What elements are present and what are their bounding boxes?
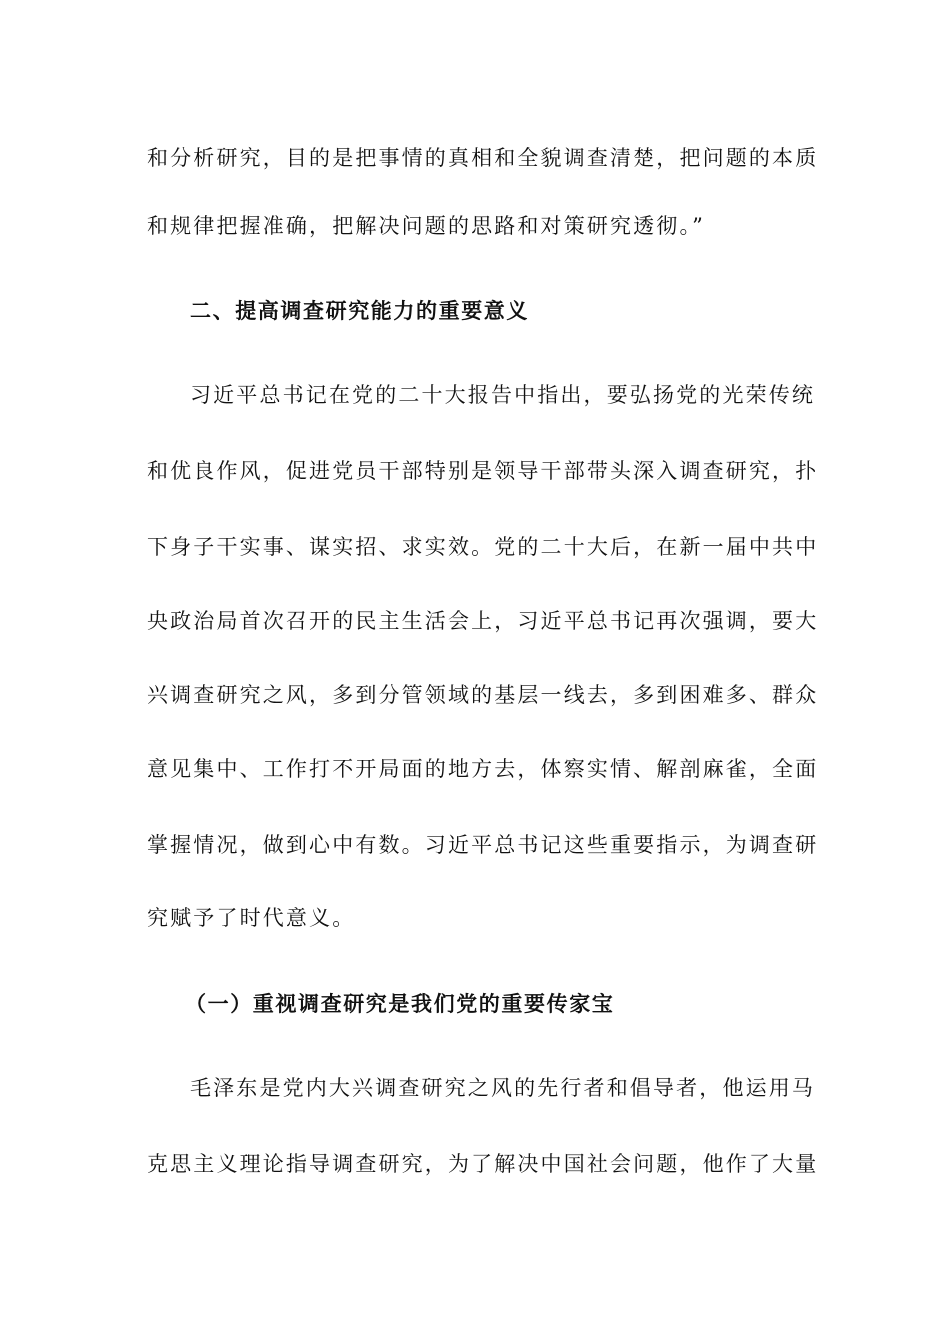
paragraph-line: 和优良作风，促进党员干部特别是领导干部带头深入调查研究，扑 [147,459,819,483]
paragraph-line: 意见集中、工作打不开局面的地方去，体察实情、解剖麻雀，全面 [147,757,819,781]
paragraph-line: 和规律把握准确，把解决问题的思路和对策研究透彻。” [147,214,705,238]
paragraph-line: 央政治局首次召开的民主生活会上，习近平总书记再次强调，要大 [147,609,819,633]
paragraph-line: 习近平总书记在党的二十大报告中指出，要弘扬党的光荣传统 [190,383,816,407]
paragraph-line: 究赋予了时代意义。 [147,906,356,930]
paragraph-line: 下身子干实事、谋实招、求实效。党的二十大后，在新一届中共中 [147,535,819,559]
subsection-heading: （一）重视调查研究是我们党的重要传家宝 [185,991,615,1016]
paragraph-line: 克思主义理论指导调查研究，为了解决中国社会问题，他作了大量 [147,1152,819,1176]
paragraph-line: 兴调查研究之风，多到分管领域的基层一线去，多到困难多、群众 [147,683,819,707]
section-heading: 二、提高调查研究能力的重要意义 [190,298,529,323]
paragraph-line: 毛泽东是党内大兴调查研究之风的先行者和倡导者，他运用马 [190,1076,816,1100]
paragraph-line: 掌握情况，做到心中有数。习近平总书记这些重要指示，为调查研 [147,833,819,857]
paragraph-line: 和分析研究，目的是把事情的真相和全貌调查清楚，把问题的本质 [147,146,819,170]
